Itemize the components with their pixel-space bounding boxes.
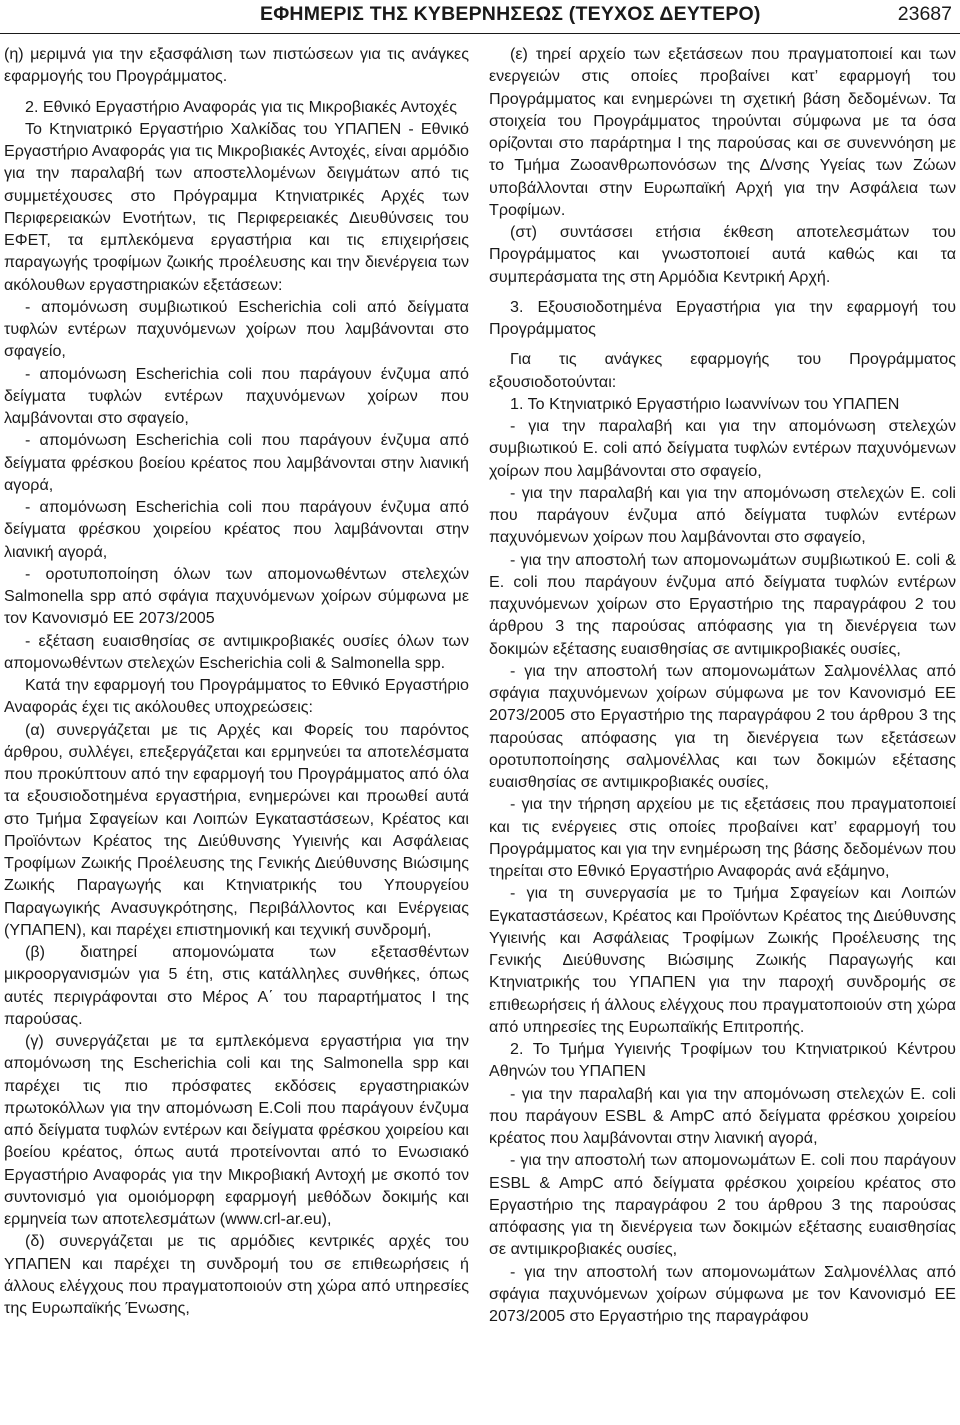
- right-column: [489, 43, 956, 1327]
- list-item: - για την αποστολή των απομονωμάτων E. coli που παράγουν ESBL & AmpC από δείγματα φρέσκου χοιρείου κρέατος στο Εργαστήριο της παραγράφου 2 του άρθρου 3 της παρούσας απόφασης για τη διενέργεια των δοκιμών εξέτασης ευαισθησίας σε αντιμικροβιακές ουσίες,: [489, 1151, 956, 1259]
- section-heading: 3. Εξουσιοδοτημένα Εργαστήρια για την εφαρμογή του Προγράμματος: [489, 297, 956, 338]
- section-heading: 2. Εθνικό Εργαστήριο Αναφοράς για τις Μικροβιακές Αντοχές: [25, 97, 457, 116]
- gazette-title: ΕΦΗΜΕΡΙΣ ΤΗΣ ΚΥΒΕΡΝΗΣΕΩΣ (ΤΕΥΧΟΣ ΔΕΥΤΕΡΟ): [260, 3, 761, 25]
- list-item: (δ) συνεργάζεται με τις αρμόδιες κεντρικές αρχές του ΥΠΑΠΕΝ και παρέχει τη συνδρομή του σε επιθεωρήσεις ή άλλους ελέγχους που πραγματοποιούν στη χώρα από υπηρεσίες της Ευρωπαϊκής Ένωσης,: [4, 1232, 469, 1317]
- list-item: - οροτυποποίηση όλων των απομονωθέντων στελεχών Salmonella spp από σφάγια παχυνόμενων χοίρων σύμφωνα με τον Κανονισμό ΕΕ 2073/2005: [4, 564, 469, 628]
- list-item: (στ) συντάσσει ετήσια έκθεση αποτελεσμάτων του Προγράμματος και γνωστοποιεί αυτά καθώς και τα συμπεράσματα της στη Αρμόδια Κεντρική Αρχή.: [489, 223, 956, 286]
- list-item: - απομόνωση Escherichia coli που παράγουν ένζυμα από δείγματα φρέσκου βοείου κρέατος που λαμβάνονται στην λιανική αγορά,: [4, 431, 469, 494]
- header-divider: [0, 33, 960, 34]
- list-item: - για την παραλαβή και για την απομόνωση στελεχών E. coli που παράγουν ένζυμα από δείγματα τυφλών εντέρων παχυνόμενων χοίρων που λαμβάνονται στο σφαγείο,: [489, 483, 956, 547]
- list-item: - για την αποστολή των απομονωμάτων Σαλμονέλλας από σφάγια παχυνόμενων χοίρων σύμφωνα με τον Κανονισμό ΕΕ 2073/2005 στο Εργαστήριο της παραγράφου: [489, 1262, 956, 1325]
- page-header: [0, 0, 960, 28]
- list-item: - για την αποστολή των απομονωμάτων Σαλμονέλλας από σφάγια παχυνόμενων χοίρων σύμφωνα με τον Κανονισμό ΕΕ 2073/2005 στο Εργαστήριο της παραγράφου 2 του άρθρου 3 της παρούσας απόφασης για τη διενέργεια των εξετάσεων οροτυποποίησης σαλμονέλλας και των δοκιμών εξέτασης ευαισθησίας σε αντιμικροβιακές ουσίες,: [489, 661, 956, 791]
- list-item: (β) διατηρεί απομονώματα των εξετασθέντων μικροοργανισμών για 5 έτη, στις κατάλληλες συνθήκες, όπως αυτές περιγράφονται στο Μέρος Α΄ του παραρτήματος Ι της παρούσας.: [4, 943, 469, 1028]
- list-item: - για την αποστολή των απομονωμάτων συμβιωτικού E. coli & E. coli που παράγουν ένζυμα από δείγματα τυφλών εντέρων παχυνόμενων χοίρων στο Εργαστήριο της παραγράφου 2 του άρθρου 3 της παρούσας απόφασης για τη διενέργεια των δοκιμών εξέτασης ευαισθησίας σε αντιμικροβιακές ουσίες,: [489, 550, 956, 658]
- list-item: - για την τήρηση αρχείου με τις εξετάσεις που πραγματοποιεί και τις ενέργειες στις οποίες προβαίνει κατ’ εφαρμογή του Προγράμματος και για την ενημέρωση της βάσης δεδομένων που τηρείται στο Εθνικό Εργαστήριο Αναφοράς ανά εξάμηνο,: [489, 795, 956, 880]
- page-number: 23687: [897, 3, 952, 25]
- paragraph: Το Κτηνιατρικό Εργαστήριο Χαλκίδας του ΥΠΑΠΕΝ - Εθνικό Εργαστήριο Αναφοράς για τις Μικροβιακές Αντοχές, είναι αρμόδιο για την παραλαβή των αποστελλομένων δειγμάτων από τις συμμετέχουσες στο Πρόγραμμα Κτηνιατρικές Αρχές των Περιφερειακών Ενοτήτων, τις Περιφερειακές Διευθύνσεις του ΕΦΕΤ, τα εμπλεκόμενα εργαστήρια και τις επιχειρήσεις παραγωγής τροφίμων ζωικής προέλευσης και την διενέργεια των ακόλουθων εργαστηριακών εξετάσεων:: [4, 119, 469, 294]
- list-item: - εξέταση ευαισθησίας σε αντιμικροβιακές ουσίες όλων των απομονωθέντων στελεχών Escherichia coli & Salmonella spp.: [4, 631, 469, 672]
- list-item: (γ) συνεργάζεται με τα εμπλεκόμενα εργαστήρια για την απομόνωση της Escherichia coli και της Salmonella spp και παρέχει τις πιο πρόσφατες εκδόσεις εργαστηριακών πρωτοκόλλων για την απομόνωση E.Coli που παράγουν ένζυμα από δείγματα τυφλών εντέρων και δείγματα φρέσκου χοιρείου και βοείου κρέατος, όπως αυτά προτείνονται από το Ενωσιακό Εργαστήριο Αναφοράς για την Μικροβιακή Αντοχή με σκοπό τον συντονισμό για ομοιόμορφη εφαρμογή μεθόδων δοκιμής και ερμηνεία των αποτελεσμάτων (www.crl-ar.eu),: [4, 1032, 469, 1228]
- list-item: (α) συνεργάζεται με τις Αρχές και Φορείς του παρόντος άρθρου, συλλέγει, επεξεργάζεται και ερμηνεύει τα αποτελέσματα που προκύπτουν από την εφαρμογή του Προγράμματος από όλα τα εξουσιοδοτημένα εργαστήρια, ενημερώνει και προωθεί αυτά στο Τμήμα Σφαγείων και Λοιπών Εγκαταστάσεων, Κρέατος και Προϊόντων Κρέατος της Διεύθυνσης Υγιεινής και Ασφάλειας Τροφίμων Ζωικής Προέλευσης της Γενικής Διεύθυνσης Βιώσιμης Ζωικής Παραγωγής και Κτηνιατρικής του Υπουργείου Παραγωγικής Ανασυγκρότησης, Περιβάλλοντος και Ενέργειας (ΥΠΑΠΕΝ), και παρέχει επιστημονική και τεχνική συνδρομή,: [4, 720, 469, 939]
- list-item: - απομόνωση Escherichia coli που παράγουν ένζυμα από δείγματα φρέσκου χοιρείου κρέατος που λαμβάνονται στην λιανική αγορά,: [4, 498, 469, 561]
- list-item: - απομόνωση συμβιωτικού Escherichia coli από δείγματα τυφλών εντέρων παχυνόμενων χοίρων που λαμβάνονται στο σφαγείο,: [4, 297, 469, 361]
- left-column: [4, 43, 469, 1319]
- list-item: (ε) τηρεί αρχείο των εξετάσεων που πραγματοποιεί και των ενεργειών στις οποίες προβαίνει κατ’ εφαρμογή του Προγράμματος και ενημερώνει τη σχετική βάση δεδομένων. Τα στοιχεία του Προγράμματος τηρούνται σύμφωνα με τα όσα ορίζονται στο παράρτημα Ι της παρούσας και σε συνεννόηση με το Τμήμα Ζωοανθρωπονόσων της Δ/νσης Υγείας των Ζώων υποβάλλονται στην Ευρωπαϊκή Αρχή για την Ασφάλεια των Τροφίμων.: [489, 45, 956, 219]
- list-item: - για τη συνεργασία με το Τμήμα Σφαγείων και Λοιπών Εγκαταστάσεων, Κρέατος και Προϊόντων Κρέατος της Διεύθυνσης Υγιεινής και Ασφάλειας Τροφίμων Ζωικής Προέλευσης της Γενικής Διεύθυνσης Βιώσιμης Ζωικής Παραγωγής και Κτηνιατρικής του ΥΠΑΠΕΝ για την παροχή συνδρομής σε επιθεωρήσεις ή άλλους ελέγχους που πραγματοποιούν στη χώρα από υπηρεσίες της Ευρωπαϊκής Επιτροπής.: [489, 884, 956, 1036]
- list-item: - απομόνωση Escherichia coli που παράγουν ένζυμα από δείγματα τυφλών εντέρων παχυνόμενων χοίρων που λαμβάνονται στο σφαγείο,: [4, 364, 469, 427]
- paragraph: Κατά την εφαρμογή του Προγράμματος το Εθνικό Εργαστήριο Αναφοράς έχει τις ακόλουθες υποχρεώσεις:: [4, 676, 469, 717]
- list-item: - για την παραλαβή και για την απομόνωση στελεχών συμβιωτικού E. coli από δείγματα τυφλών εντέρων παχυνόμενων χοίρων που λαμβάνονται στο σφαγείο,: [489, 417, 956, 480]
- subsection-heading: 1. Το Κτηνιατρικό Εργαστήριο Ιωαννίνων του ΥΠΑΠΕΝ: [510, 394, 900, 413]
- paragraph: (η) μεριμνά για την εξασφάλιση των πιστώσεων για τις ανάγκες εφαρμογής του Προγράμματος.: [4, 45, 469, 86]
- list-item: - για την παραλαβή και για την απομόνωση στελεχών E. coli που παράγουν ESBL & AmpC από δείγματα φρέσκου χοιρείου κρέατος που λαμβάνονται στην λιανική αγορά,: [489, 1084, 956, 1147]
- paragraph: Για τις ανάγκες εφαρμογής του Προγράμματος εξουσιοδοτούνται:: [489, 350, 956, 391]
- subsection-heading: 2. Το Τμήμα Υγιεινής Τροφίμων του Κτηνιατρικού Κέντρου Αθηνών του ΥΠΑΠΕΝ: [489, 1040, 956, 1081]
